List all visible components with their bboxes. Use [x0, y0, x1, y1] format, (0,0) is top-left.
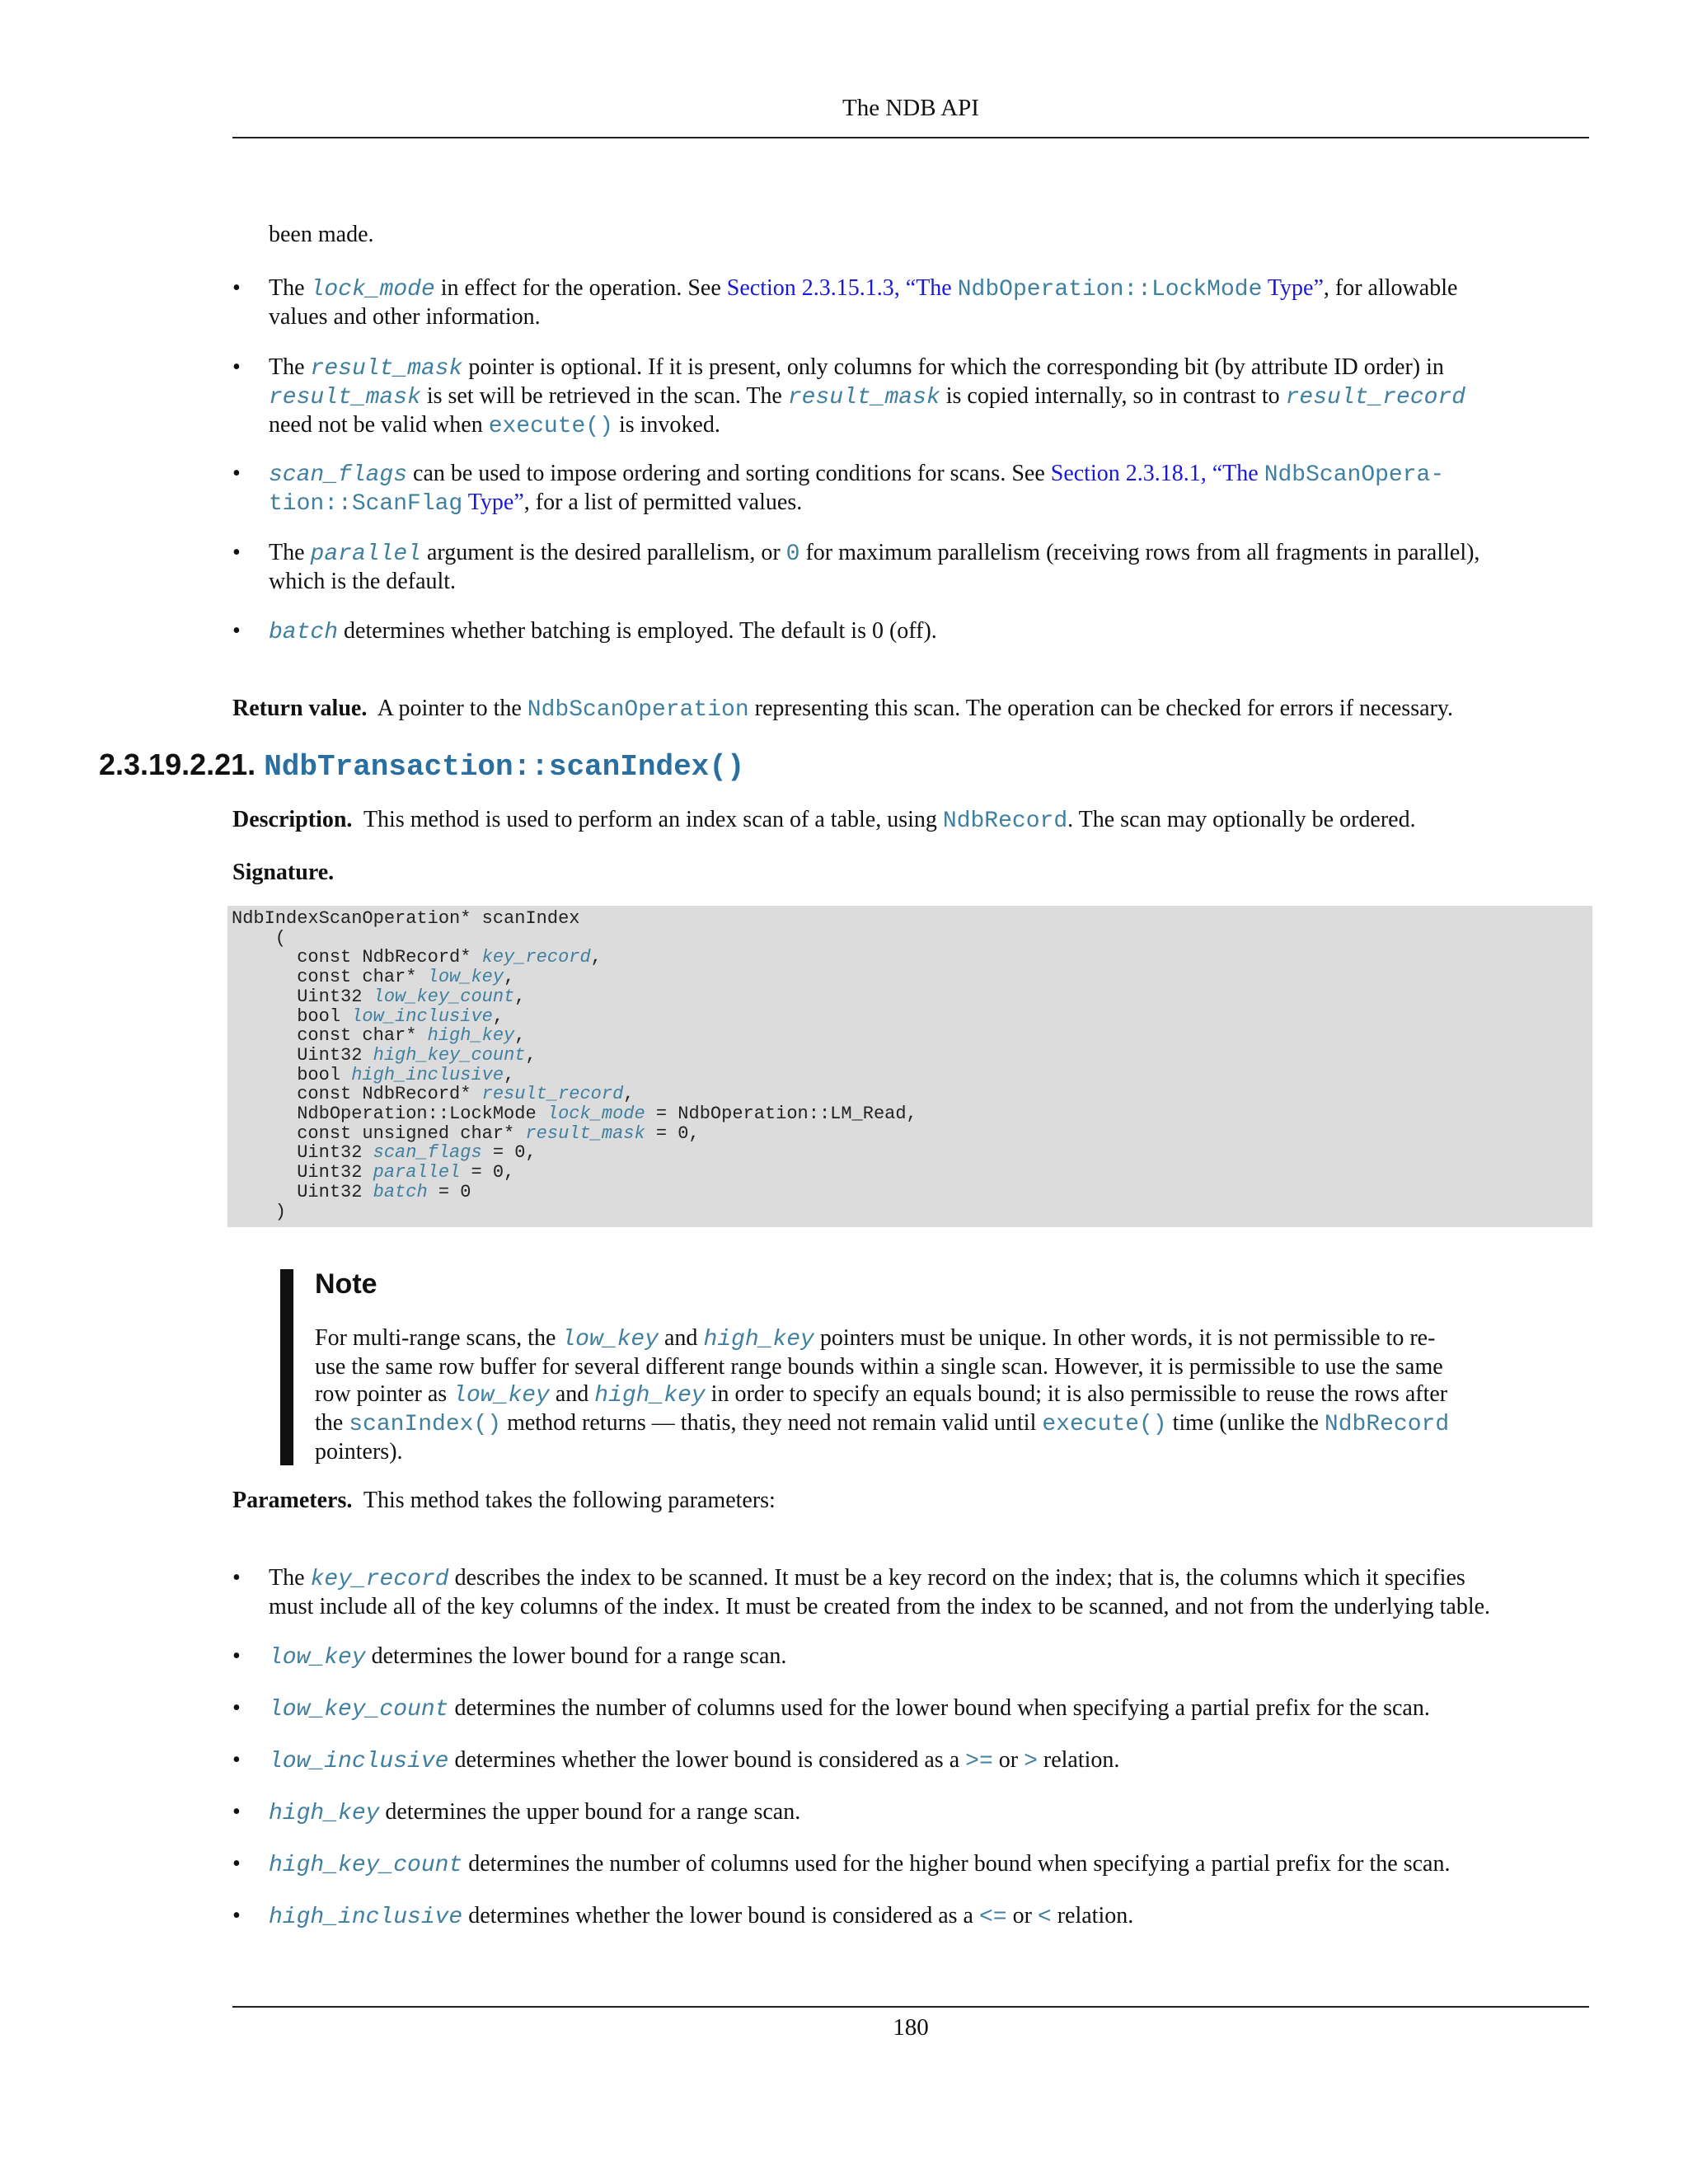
text: which is the default. [269, 569, 457, 594]
link-text[interactable]: Type” [1262, 275, 1324, 301]
text: pointer is optional. If it is present, only columns for which the corresponding bit (by attribute ID order) in [462, 354, 1444, 380]
code-param: low_inclusive [351, 1005, 493, 1027]
code-text: const NdbRecord* [232, 947, 482, 968]
code-param: batch [373, 1181, 428, 1202]
code-line [232, 1007, 1588, 1027]
signature-label [232, 859, 334, 886]
bullet: • [232, 354, 241, 380]
text: determines whether the lower bound is considered as a [448, 1747, 966, 1773]
param-result-mask: result_mask [787, 385, 940, 410]
param-batch: batch [269, 620, 339, 645]
param-low-key: low_key [452, 1383, 550, 1408]
code-param: high_inclusive [351, 1064, 504, 1085]
code-operator: <= [978, 1905, 1007, 1930]
header-rule [232, 137, 1589, 138]
footer-rule [232, 2006, 1589, 2008]
text: must include all of the key columns of the index. It must be created from the index to be scanned, and not from the underlying table. [269, 1594, 1491, 1619]
parameters-paragraph [232, 1487, 1601, 1514]
param-high-key: high_key [703, 1327, 814, 1352]
code-param: high_key_count [373, 1044, 526, 1066]
code-text: = 0, [481, 1142, 537, 1164]
text: or [1006, 1903, 1038, 1929]
param-high-inclusive: high_inclusive [269, 1905, 463, 1930]
code-line [232, 1104, 1588, 1124]
text: pointers). [315, 1439, 403, 1465]
text: , for allowable [1323, 275, 1458, 301]
text: A pointer to the [377, 696, 528, 721]
param-lock-mode: lock_mode [310, 277, 435, 302]
text: determines the number of columns used for the lower bound when specifying a partial prefix for the scan. [448, 1695, 1430, 1721]
code-line [232, 1026, 1588, 1046]
section-title: NdbTransaction::scanIndex() [264, 750, 745, 784]
code-text: ( [232, 927, 287, 949]
text: This method takes the following parameters: [363, 1488, 776, 1513]
code-line [232, 948, 1588, 968]
text: and [549, 1381, 595, 1407]
text: for maximum parallelism (receiving rows from all fragments in parallel), [799, 540, 1480, 565]
param-result-mask: result_mask [269, 385, 421, 410]
code-param: low_key_count [373, 986, 515, 1007]
text: in effect for the operation. See [434, 275, 727, 301]
code-line [232, 1143, 1588, 1163]
param-scan-flags: scan_flags [269, 462, 408, 488]
code-text: const char* [232, 967, 428, 988]
text: values and other information. [269, 304, 541, 330]
code-param: parallel [373, 1162, 461, 1183]
link-lockmode-section[interactable] [727, 275, 1324, 301]
code-param: lock_mode [546, 1104, 645, 1125]
note-sidebar-bar [280, 1269, 293, 1465]
text: is invoked. [612, 412, 720, 438]
code-text: , [525, 1044, 537, 1066]
text: The [269, 275, 311, 301]
code-ndbrecord: NdbRecord [942, 808, 1068, 834]
param-low-key: low_key [269, 1645, 366, 1671]
signature-code-block [227, 906, 1592, 1227]
signature-label-text: Signature. [232, 860, 335, 885]
text: determines the lower bound for a range scan. [365, 1643, 787, 1669]
param-parallel: parallel [310, 541, 421, 567]
text: The [269, 1565, 311, 1591]
note-title: Note [315, 1268, 377, 1300]
code-text: Uint32 [232, 1181, 373, 1202]
link-code[interactable]: tion::ScanFlag [269, 491, 463, 517]
description-paragraph [232, 806, 1601, 835]
text: relation. [1051, 1903, 1134, 1929]
code-text: const NdbRecord* [232, 1084, 482, 1105]
return-value-paragraph [232, 695, 1601, 724]
text: For multi-range scans, the [315, 1325, 562, 1351]
link-text[interactable]: Section 2.3.18.1, “The [1050, 461, 1264, 486]
text: The [269, 540, 311, 565]
code-text: = 0 [427, 1181, 471, 1202]
code-operator: > [1024, 1749, 1038, 1774]
code-line [232, 1202, 1588, 1222]
bullet: • [232, 1903, 241, 1929]
code-text: Uint32 [232, 1142, 373, 1164]
text: and [659, 1325, 704, 1351]
note-body [315, 1324, 1551, 1465]
code-text: bool [232, 1005, 352, 1027]
code-text: const char* [232, 1025, 428, 1047]
code-operator: < [1037, 1905, 1052, 1930]
link-scanflag-section-cont[interactable] [269, 490, 524, 515]
code-zero: 0 [785, 541, 800, 567]
text: . The scan may optionally be ordered. [1067, 807, 1416, 832]
code-line [232, 909, 1588, 929]
code-text: , [504, 1064, 515, 1085]
code-text: , [590, 947, 602, 968]
link-scanflag-section[interactable] [1051, 461, 1444, 486]
text: determines whether the lower bound is considered as a [462, 1903, 979, 1929]
code-line [232, 1163, 1588, 1183]
text: is copied internally, so in contrast to [940, 383, 1286, 409]
text: , for a list of permitted values. [523, 490, 803, 515]
text: representing this scan. The operation can be checked for errors if necessary. [748, 696, 1454, 721]
return-value-label: Return value. [232, 696, 368, 721]
text: can be used to impose ordering and sorting conditions for scans. See [407, 461, 1051, 486]
parameters-label: Parameters. [232, 1488, 353, 1513]
code-scanindex: scanIndex() [349, 1412, 502, 1437]
link-text[interactable]: Type” [462, 490, 524, 515]
code-line [232, 968, 1588, 987]
text: The [269, 354, 311, 380]
code-text: , [504, 967, 515, 988]
text: in order to specify an equals bound; it is also permissible to reuse the rows after [705, 1381, 1448, 1407]
text: determines the number of columns used for the higher bound when specifying a partial prefix for the scan. [462, 1851, 1451, 1877]
bullet: • [232, 1747, 241, 1773]
code-line [232, 1183, 1588, 1202]
code-text: const unsigned char* [232, 1122, 526, 1144]
text: the [315, 1410, 349, 1436]
code-text: , [492, 1005, 504, 1027]
text: relation. [1037, 1747, 1120, 1773]
bullet: • [232, 275, 241, 301]
bullet: • [232, 1799, 241, 1825]
bullet: • [232, 540, 241, 565]
bullet: • [232, 1695, 241, 1721]
param-result-mask: result_mask [310, 356, 463, 382]
code-line [232, 1124, 1588, 1144]
code-param: result_mask [525, 1122, 645, 1144]
code-operator: >= [965, 1749, 993, 1774]
code-line [232, 987, 1588, 1007]
bullet: • [232, 461, 241, 486]
param-low-key: low_key [561, 1327, 659, 1352]
code-param: result_record [481, 1084, 624, 1105]
code-text: = 0, [645, 1122, 700, 1144]
code-param: low_key [427, 967, 504, 988]
text: determines the upper bound for a range scan. [379, 1799, 801, 1825]
link-code[interactable]: NdbScanOpera- [1264, 462, 1445, 488]
text: method returns — thatis, they need not remain valid until [501, 1410, 1043, 1436]
code-text: = 0, [460, 1162, 515, 1183]
link-code[interactable]: NdbOperation::LockMode [957, 277, 1263, 302]
code-ndbscanoperation: NdbScanOperation [527, 697, 749, 723]
text: is set will be retrieved in the scan. The [420, 383, 788, 409]
param-key-record: key_record [310, 1567, 449, 1592]
code-text: Uint32 [232, 1162, 373, 1183]
code-param: high_key [427, 1025, 515, 1047]
text: argument is the desired parallelism, or [420, 540, 786, 565]
text: determines whether batching is employed. The default is 0 (off). [338, 618, 937, 644]
running-header: The NDB API [842, 95, 979, 121]
code-text: , [514, 1025, 526, 1047]
param-high-key: high_key [269, 1801, 380, 1826]
text: use the same row buffer for several different range bounds within a single scan. However, it is permissible to use the same [315, 1354, 1443, 1380]
text: This method is used to perform an index scan of a table, using [363, 807, 943, 832]
code-execute: execute() [1042, 1412, 1167, 1437]
text: describes the index to be scanned. It must be a key record on the index; that is, the columns which it specifies [448, 1565, 1465, 1591]
description-label: Description. [232, 807, 353, 832]
code-execute: execute() [488, 414, 613, 439]
code-line [232, 1066, 1588, 1085]
param-low-key-count: low_key_count [269, 1697, 449, 1722]
code-text: , [514, 986, 526, 1007]
code-text: ) [232, 1201, 287, 1222]
section-number: 2.3.19.2.21. [99, 748, 256, 781]
code-text: Uint32 [232, 986, 373, 1007]
text: time (unlike the [1166, 1410, 1325, 1436]
code-line [232, 929, 1588, 949]
link-text[interactable]: Section 2.3.15.1.3, “The [726, 275, 958, 301]
param-low-inclusive: low_inclusive [269, 1749, 449, 1774]
param-high-key: high_key [594, 1383, 706, 1408]
code-line [232, 1085, 1588, 1104]
code-ndbrecord: NdbRecord [1324, 1412, 1450, 1437]
section-heading [99, 747, 744, 785]
param-high-key-count: high_key_count [269, 1853, 463, 1878]
code-text: = NdbOperation::LM_Read, [645, 1104, 917, 1125]
bullet: • [232, 618, 241, 644]
continuation-text: been made. [269, 222, 374, 247]
code-text: , [623, 1084, 635, 1105]
bullet: • [232, 1565, 241, 1591]
code-param: scan_flags [373, 1142, 482, 1164]
bullet: • [232, 1643, 241, 1669]
text: or [992, 1747, 1025, 1773]
text: pointers must be unique. In other words, it is not permissible to re- [814, 1325, 1436, 1351]
code-text: NdbIndexScanOperation* scanIndex [232, 908, 580, 929]
page-number: 180 [893, 2014, 929, 2041]
text: need not be valid when [269, 412, 489, 438]
bullet: • [232, 1851, 241, 1877]
text: row pointer as [315, 1381, 453, 1407]
param-result-record: result_record [1285, 385, 1466, 410]
code-param: key_record [481, 947, 591, 968]
code-text: bool [232, 1064, 352, 1085]
code-text: NdbOperation::LockMode [232, 1104, 547, 1125]
code-line [232, 1046, 1588, 1066]
code-text: Uint32 [232, 1044, 373, 1066]
